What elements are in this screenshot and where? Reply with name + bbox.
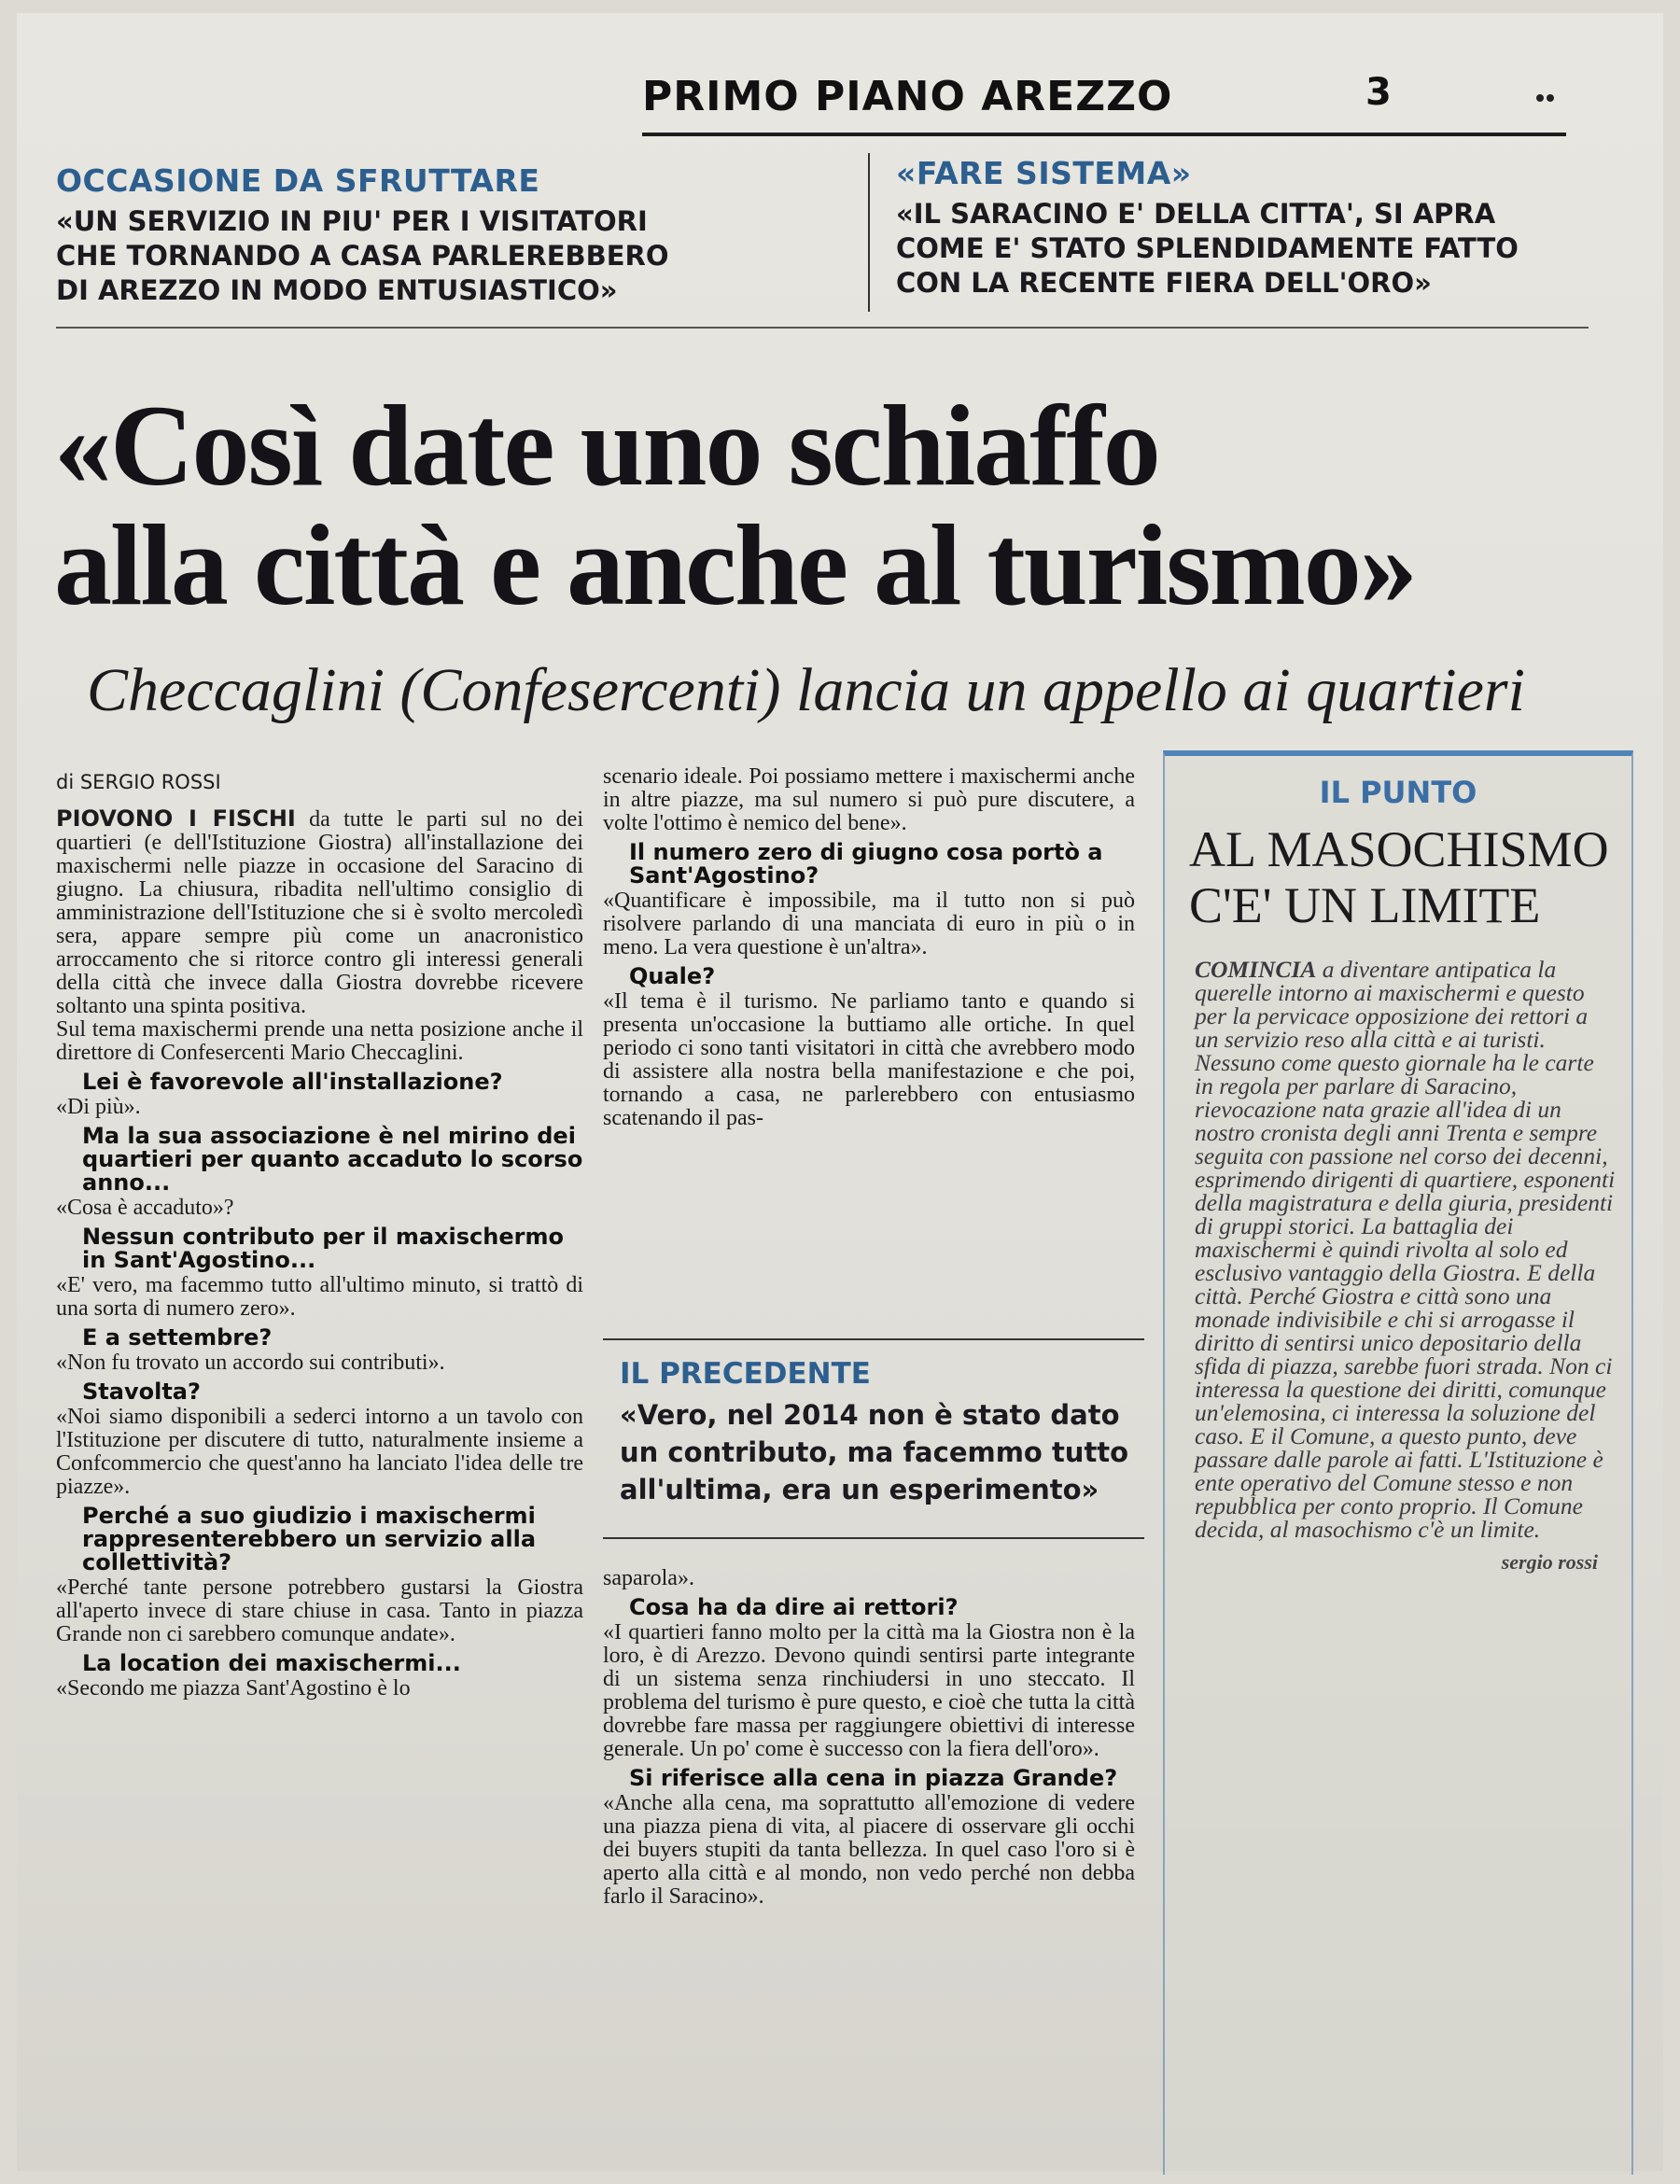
lead-paragraph [56,807,583,1018]
section-name: PRIMO PIANO AREZZO [642,73,1173,120]
teaser-quote: «UN SERVIZIO IN PIU' PER I VISITATORI CHE TORNANDO A CASA PARLEREBBERO DI AREZZO IN MODO ENTUSIASTICO» [56,205,669,306]
paragraph: Sul tema maxischermi prende una netta posizione anche il direttore di Confesercenti Mario Checcaglini. [56,1017,583,1065]
inset-rule [603,1537,1144,1539]
interview-question: E a settembre? [82,1324,273,1351]
headline-line-1: «Così date uno schiaffo [54,382,1159,510]
page-number: 3 [1365,71,1392,114]
interview-answer: «Anche alla cena, ma soprattutto all'emozione di vedere una piazza piena di vita, al piacere di osservare gli occhi dei buyers stupiti da tanta bellezza. In quel caso l'oro si è aperto alla città e al mondo, non vedo perché non debba farlo il Saracino». [603,1791,1135,1909]
interview-question: Quale? [629,963,716,989]
dots-icon [1536,90,1557,99]
interview-question: Stavolta? [82,1379,201,1405]
interview-answer: «Quantificare è impossibile, ma il tutto non si può risolvere parlando di una manciata di euro in più o in meno. La vera questione è un'altra». [603,889,1135,959]
lead-cap: PIOVONO I FISCHI [56,805,296,832]
interview-question: Ma la sua associazione è nel mirino dei quartieri per quanto accaduto lo scorso anno... [82,1123,583,1196]
teaser-divider [868,153,870,312]
subheadline: Checcaglini (Confesercenti) lancia un appello ai quartieri [87,656,1525,724]
interview-question: Perché a suo giudizio i maxischermi rappresenterebbero un servizio alla collettività? [82,1503,537,1575]
inset-rule [603,1338,1144,1340]
lead-text: da tutte le parti sul no dei quartieri (e dell'Istituzione Giostra) all'installazione dei maxischermi nelle piazze in occasione del Saracino di giugno. La chiusura, ribadita nell'ultimo consiglio di amministrazione dell'Istituzione che si è svolto mercoledì sera, appare sempre più come un anacronistico arroccamento che si ritorce contro gli interessi generali della città che invece dalla Giostra dovrebbe ricevere soltanto una spinta positiva. [56,807,584,1018]
article-column-1 [56,771,583,1701]
teaser-left [56,162,859,308]
interview-answer: «I quartieri fanno molto per la città ma la Giostra non è la loro, è di Arezzo. Devono quindi sentirsi parte integrante di un sistema senza rinchiudersi in uno steccato. Il problema del turismo è pure questo, e cioè che tutta la città dovrebbe fare massa per raggiungere obiettivi di interesse generale. Un po' come è successo con la fiera dell'oro». [603,1620,1135,1761]
interview-answer: «Noi siamo disponibili a sederci intorno a un tavolo con l'Istituzione per discutere di tutto, naturalmente insieme a Confcommercio che quest'anno ha lanciato l'idea delle tre piazze». [56,1405,583,1499]
interview-question: Nessun contributo per il maxischermo in Sant'Agostino... [82,1224,564,1273]
sidebar-kicker: IL PUNTO [1319,775,1477,810]
sidebar-text: a diventare antipatica la querelle intorno ai maxischermi e questo per la pervicace opposizione dei rettori a un servizio reso alla città e ai turisti. Nessuno come questo giornale ha le carte in regola per parlare di Saracino, rievocazione nata grazie all'idea di un nostro cronista degli anni Trenta e sempre seguita con passione nel corso dei decenni, esprimendo dirigenti di quartiere, esponenti della magistratura e della giuria, presidenti di gruppi storici. La battaglia dei maxischermi è quindi rivolta al solo ed esclusivo vantaggio della Giostra. E della città. Perché Giostra e città sono una monade indivisibile e chi si arrogasse il diritto di sentirsi unico depositario della sfida di piazza, sarebbe fuori strada. Non ci interessa la questione dei diritti, comunque un'elemosina, ci interessa la soluzione del caso. E il Comune, a questo punto, deve passare dalle parole ai fatti. L'Istituzione è ente operativo del Comune stesso e non repubblica per conto proprio. Il Comune decida, al masochismo c'è un limite. [1195,956,1616,1543]
teaser-quote: «IL SARACINO E' DELLA CITTA', SI APRA COME E' STATO SPLENDIDAMENTE FATTO CON LA RECENTE FIERA DELL'ORO» [896,198,1519,299]
sidebar-il-punto [1163,750,1633,2175]
inset-precedente [603,1338,1144,1539]
interview-answer: «Secondo me piazza Sant'Agostino è lo [56,1676,411,1701]
interview-question: Lei è favorevole all'installazione? [82,1069,503,1095]
header-rule [642,133,1566,136]
sidebar-signature: sergio rossi [1501,1550,1598,1574]
interview-answer: «Di più». [56,1095,141,1119]
paragraph: saparola». [603,1566,694,1590]
interview-question: La location dei maxischermi... [82,1650,461,1676]
newspaper-page [17,13,1663,2171]
teaser-right [896,155,1605,301]
sidebar-body [1195,958,1617,1541]
article-column-2-bottom [603,1567,1135,1909]
interview-answer: «Il tema è il turismo. Ne parliamo tanto e quando si presenta un'occasione la buttiamo alle ortiche. In quel periodo ci sono tanti visitatori in città che avrebbero modo di assistere alla nostra bella manifestazione e che poi, tornando a casa, ne parlerebbero con entusiasmo scatenando il pas- [603,989,1135,1130]
teaser-kicker: «FARE SISTEMA» [896,155,1192,191]
teaser-kicker: OCCASIONE DA SFRUTTARE [56,162,540,199]
interview-question: Si riferisce alla cena in piazza Grande? [629,1765,1118,1791]
headline-line-2: alla città e anche al turismo» [54,501,1416,629]
interview-question: Cosa ha da dire ai rettori? [629,1594,959,1620]
inset-kicker: IL PRECEDENTE [620,1357,871,1391]
interview-answer: «E' vero, ma facemmo tutto all'ultimo minuto, si trattò di una sorta di numero zero». [56,1273,583,1321]
byline: di SERGIO ROSSI [56,771,221,793]
sidebar-lead: COMINCIA [1195,956,1317,983]
teaser-rule [56,327,1589,329]
article-column-2-top [603,765,1135,1130]
inset-quote: «Vero, nel 2014 non è stato dato un contributo, ma facemmo tutto all'ultima, era un esperimento» [620,1399,1129,1505]
paragraph: scenario ideale. Poi possiamo mettere i maxischermi anche in altre piazze, ma sul numero si può pure discutere, a volte l'ottimo è nemico del bene». [603,764,1135,835]
headline [54,382,1659,629]
interview-answer: «Cosa è accaduto»? [56,1196,234,1220]
interview-answer: «Perché tante persone potrebbero gustarsi la Giostra all'aperto invece di stare chiuse in casa. Tanto in piazza Grande non ci sarebbero comunque andate». [56,1575,583,1646]
interview-question: Il numero zero di giugno cosa portò a Sant'Agostino? [629,839,1103,889]
interview-answer: «Non fu trovato un accordo sui contributi». [56,1351,445,1375]
sidebar-title: AL MASOCHISMO C'E' UN LIMITE [1189,821,1609,933]
page-header [605,67,1566,140]
